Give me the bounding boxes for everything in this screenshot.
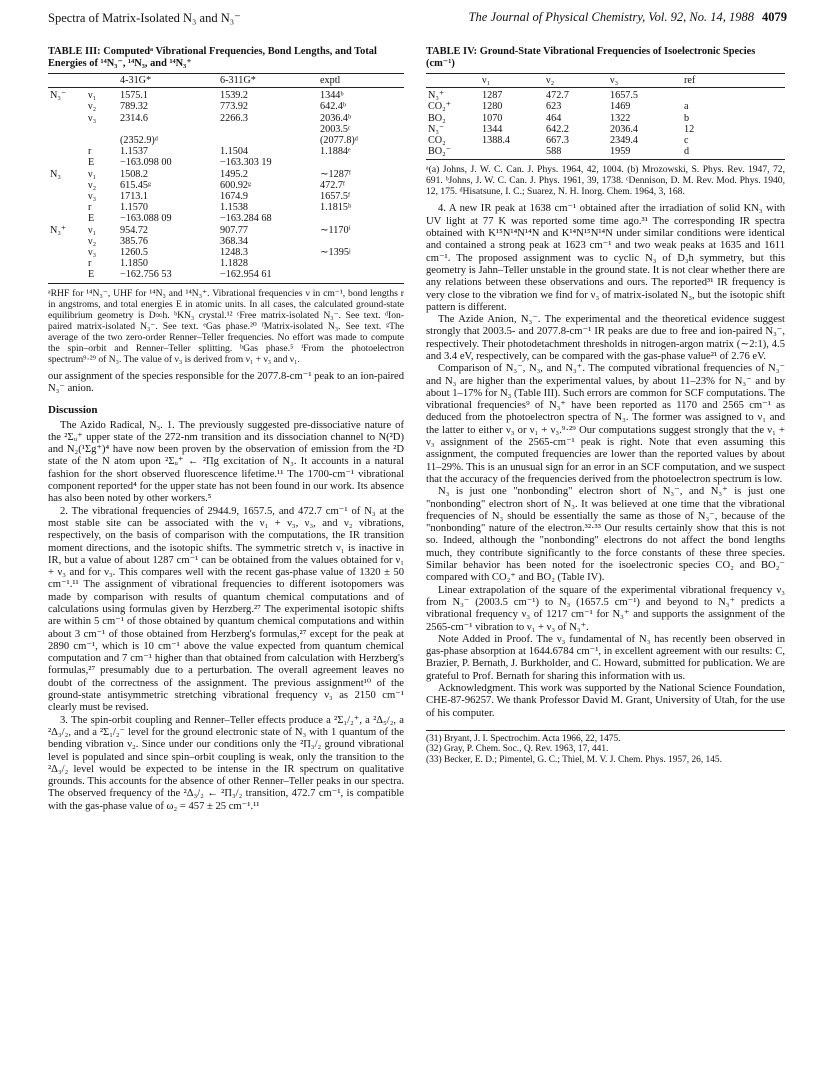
table-cell: 1.1884ᵉ <box>320 146 351 158</box>
table-cell: BO₂ <box>428 112 446 124</box>
table-cell <box>48 146 86 157</box>
table-cell: 773.92 <box>220 101 249 113</box>
paragraph: Linear extrapolation of the square of the experimental vibrational frequency ν₃ from N₃⁻ (2003.5 cm⁻¹) to N₃ (1657.5 cm⁻¹) and beyond to N₃⁺ predicts a vibrational frequency ν₃ of 1217 cm⁻¹ for N₃⁺ and supports the assignment of the 2565-cm⁻¹ vibration to ν₁ + ν₃ of N₃⁺. <box>426 584 785 633</box>
table-header-cell: exptl <box>318 74 404 88</box>
table-cell: ν₁ <box>88 224 97 236</box>
table-cell <box>48 101 86 112</box>
table-row <box>48 258 404 269</box>
table-cell: 907.77 <box>220 224 249 236</box>
table-cell: 368.34 <box>220 235 249 247</box>
table-cell: BO₂⁻ <box>426 146 480 160</box>
paragraph: N₃ is just one "nonbonding" electron short of N₃⁻, and N₃⁺ is just one "nonbonding" electron short of N₃. It was believed at one time that the vibrational frequencies of N₃ should be essentially the same as those of N₃⁻, because of the "nonbonding" nature of the electron.³²·³³ Our results certainly show that this is not so. Indeed, although the "nonbonding" electrons do not affect the bond lengths much, they contribute significantly to the force constants of these three species. Similar behavior has been noted for the isoelectronic species CO₂ and BO₂⁻ compared with CO₂⁺ and BO₂ (Table IV). <box>426 486 785 584</box>
table-row <box>426 146 785 160</box>
table-cell: −162.756 53 <box>118 269 218 283</box>
table-header-cell: ν₁ <box>480 74 544 88</box>
journal-citation: The Journal of Physical Chemistry, Vol. 92, No. 14, 1988 4079 <box>468 10 787 24</box>
table-cell: 1674.9 <box>220 191 249 203</box>
table-cell: −162.954 61 <box>218 269 318 283</box>
table-cell: 1657.5ᶠ <box>320 191 351 203</box>
table-cell: 1575.1 <box>120 90 149 102</box>
section-heading: Discussion <box>48 404 98 417</box>
table-header-cell <box>426 74 480 88</box>
table4-title: TABLE IV: Ground-State Vibrational Frequencies of Isoelectronic Species (cm⁻¹) <box>426 46 756 69</box>
table-cell: CO₂ <box>428 135 446 147</box>
table-cell: ν₃ <box>88 191 97 203</box>
table-cell: 1959 <box>608 146 682 160</box>
table-cell: 1.1570 <box>120 202 149 214</box>
table-cell: ν₃ <box>88 112 97 124</box>
table-cell: N₃⁺ <box>50 224 67 236</box>
table-cell: 2314.6 <box>120 112 149 124</box>
table-cell <box>48 135 86 146</box>
table-cell: r <box>88 146 92 158</box>
table-header-cell: ν₃ <box>608 74 682 88</box>
table-row <box>48 269 404 283</box>
table-cell: −163.303 19 <box>220 157 272 169</box>
table-cell: −163.098 00 <box>120 157 172 169</box>
table-cell: N₃⁺ <box>428 90 445 102</box>
table-cell: 1287 <box>482 90 503 102</box>
table-cell <box>480 146 544 160</box>
table-cell <box>48 258 86 269</box>
table-cell: 1344ᵇ <box>320 90 344 102</box>
table-cell: d <box>682 146 785 160</box>
table-cell <box>48 157 86 168</box>
table-cell: E <box>86 269 118 283</box>
table-cell: r <box>88 202 92 214</box>
right-column <box>426 46 785 766</box>
table-cell: 12 <box>684 123 695 135</box>
table-cell: N₃⁻ <box>50 90 67 102</box>
table-cell: 1657.5 <box>610 90 639 102</box>
table-cell: ∼1287ᶠ <box>320 168 352 180</box>
table-row <box>48 113 404 124</box>
table-cell: ∼1395ʲ <box>320 247 351 259</box>
table4-footnote: ᵃ(a) Johns, J. W. C. Can. J. Phys. 1964, 42, 1004. (b) Mrozowski, S. Phys. Rev. 1947, 72, 691. ᵇJohns, J. W. C. Can. J. Phys. 1961, 39, 1738. ᶜDennison, D. M. Rev. Mod. Phys. 1940, 12, 175. ᵈHisatsune, I. C.; Suarez, N. H. Inorg. Chem. 1964, 3, 168. <box>426 164 785 198</box>
table-header-cell: 6-311G* <box>218 74 318 88</box>
table-cell: 1248.3 <box>220 247 249 259</box>
table-row <box>426 101 785 112</box>
table3-footnote: ᵃRHF for ¹⁴N₃⁻, UHF for ¹⁴N₃ and ¹⁴N₃⁺. Vibrational frequencies ν in cm⁻¹, bond lengths r in angstroms, and total energies E in atomic units. In all cases, the calculated ground-state equilibrium geometry is D∞h. ᵇKN₃ crystal.¹² ᶜFree matrix-isolated N₃⁻. See text. ᵈIon-paired matrix-isolated N₃⁻. See text. ᵉGas phase.²⁰ ᶠMatrix-isolated N₃. See text. ᵍThe average of the two zero-order Renner–Teller frequencies. No effort was made to compute the spin–orbit and Renner–Teller splitting. ʰGas phase.⁵ ⁱFrom the photoelectron spectrum⁹·²⁹ of N₃. The value of ν₃ is derived from ν₁ + ν₃ and ν₁. <box>48 287 404 365</box>
table-cell <box>86 124 118 135</box>
table-cell: 472.7ᶠ <box>320 179 346 191</box>
table-cell: 2036.4 <box>610 123 639 135</box>
table-cell: 1.1815ʰ <box>320 202 352 214</box>
table-cell: 1495.2 <box>220 168 249 180</box>
table-cell: 1.1828 <box>220 258 249 270</box>
table-cell: 1539.2 <box>220 90 249 102</box>
table-cell: ν₃ <box>88 247 97 259</box>
table-cell: N₃⁻ <box>428 123 445 135</box>
table4 <box>426 73 785 160</box>
references <box>426 730 785 766</box>
table-row <box>48 202 404 213</box>
table-cell <box>48 247 86 258</box>
table-cell: CO₂⁺ <box>428 101 452 113</box>
table-cell: b <box>684 112 690 124</box>
table3-title: TABLE III: Computedᵃ Vibrational Frequencies, Bond Lengths, and Total Energies of ¹⁴N₃⁻, ¹⁴N₃, and ¹⁴N₃⁺ <box>48 46 377 69</box>
table-cell: ∼1170ⁱ <box>320 224 351 236</box>
running-title: Spectra of Matrix-Isolated N₃ and N₃⁻ <box>48 11 241 25</box>
paragraph: The Azido Radical, N₃. 1. The previously suggested pre-dissociative nature of the ²Σᵤ⁺ upper state of the 272-nm transition and its dissociation channel to N(²D) and N₂(¹Σg⁺)⁴ have now been proven by the observation of emission from the ²D state of the N atom upon ²Σᵤ⁺ ← ²Πg excitation of N₃. It accounts in a natural fashion for the short observed fluorescence lifetime.¹¹ The 1700-cm⁻¹ vibrational component reported⁴ for the upper state has not been found in our work. Its absence has also been noted by other workers.⁵ <box>48 419 404 505</box>
table-cell <box>48 124 86 135</box>
table-cell: ν₁ <box>88 90 97 102</box>
table-cell <box>48 191 86 202</box>
table-cell <box>682 88 785 102</box>
table-cell: 2036.4ᵇ <box>320 112 352 124</box>
table-row <box>48 169 404 180</box>
table-cell: 1388.4 <box>482 135 511 147</box>
table-row <box>48 157 404 168</box>
table-row <box>48 124 404 135</box>
table-cell <box>48 180 86 191</box>
table-row <box>426 135 785 146</box>
table-row <box>48 191 404 202</box>
paragraph: 2. The vibrational frequencies of 2944.9, 1657.5, and 472.7 cm⁻¹ of N₃ at the most stable site can be associated with the ν₁ + ν₃, ν₃, and ν₂ vibrations, respectively, on the basis of comparison with the computations, the IR transition moment directions, and the isotopic shifts. The symmetric stretch ν₁ is inactive in IR, but a value of about 1287 cm⁻¹ can be obtained from the values obtained for ν₁ + ν₃ and for ν₃. This compares well with the recent gas-phase value of 1320 ± 50 cm⁻¹.¹¹ The assignment of vibrational frequencies to different isotopomers was made by comparison with results of quantum chemical computations and of calculations using formulas given by Herzberg.²⁷ The experimental isotopic shifts are within 5 cm⁻¹ of those obtained by quantum chemical computations and within about 3 cm⁻¹ of those obtained from Herzberg's formulas,²⁷ except for the peak at 2890 cm⁻¹, which is 10 cm⁻¹ above the value expected from quantum chemical computation and 7 cm⁻¹ higher than that obtained from calculation with Herzberg's formulas,²⁷ presumably due to a perturbation. The overall agreement leaves no doubt of the correctness of the assignment. The previous assignment¹⁰ of the ground-state antisymmetric stretching vibrational frequency ν₃ as 2150 cm⁻¹ clearly must be revised. <box>48 505 404 714</box>
table-cell: E <box>88 213 95 225</box>
table-cell: 954.72 <box>120 224 149 236</box>
paragraph: 4. A new IR peak at 1638 cm⁻¹ obtained after the irradiation of solid KN₃ with UV light at 77 K was reported some time ago.³¹ The corresponding IR spectra obtained with K¹⁵N¹⁴N¹⁴N and K¹⁴N¹⁵N¹⁴N under similar conditions were identical and contained a strong peak at 1623 cm⁻¹ and two weak peaks at 1635 and 1611 cm⁻¹. The proposed assignment was to cyclic N₃ of D₃h symmetry, but this geometry is Jahn–Teller unstable in the ground state. It is not clear whether there are any relations between these observations and ours. The reported³¹ IR frequency is very close to the vibration we find for ν₃ of matrix-isolated N₃, but the isotopic shift pattern is different. <box>426 203 785 313</box>
table-cell: ν₁ <box>88 168 97 180</box>
table3 <box>48 73 404 284</box>
table-cell: a <box>684 101 689 113</box>
table-cell: 623 <box>546 101 562 113</box>
table-cell <box>48 113 86 124</box>
table-cell: 1.1504 <box>220 146 249 158</box>
table-row <box>48 247 404 258</box>
table-cell <box>318 269 404 283</box>
table-cell: 2266.3 <box>220 112 249 124</box>
page-header <box>48 10 787 30</box>
table-cell: −163.284 68 <box>220 213 272 225</box>
table-cell <box>86 135 118 146</box>
table-cell: 1322 <box>610 112 631 124</box>
table-cell <box>318 258 404 269</box>
table-row <box>48 88 404 102</box>
table-row <box>48 135 404 146</box>
table-cell: −163.088 09 <box>120 213 172 225</box>
table-cell: c <box>684 135 689 147</box>
reference: (31) Bryant, J. I. Spectrochim. Acta 1966, 22, 1475. <box>426 733 621 744</box>
table-row <box>48 146 404 157</box>
table-cell: 600.92ᵍ <box>220 179 252 191</box>
table-cell: 464 <box>546 112 562 124</box>
table-cell: r <box>88 258 92 270</box>
reference: (32) Gray, P. Chem. Soc., Q. Rev. 1963, 17, 441. <box>426 744 609 755</box>
table-header-cell: ν₂ <box>544 74 608 88</box>
table-cell <box>318 236 404 247</box>
table-cell: ν₂ <box>88 235 97 247</box>
table-cell: 1469 <box>610 101 631 113</box>
table-cell: 472.7 <box>546 90 569 102</box>
table-cell: 2003.5ᶜ <box>320 123 351 135</box>
table-cell <box>318 213 404 224</box>
table-row <box>426 124 785 135</box>
table-cell: (2077.8)ᵈ <box>320 135 358 147</box>
paragraph: Acknowledgment. This work was supported by the National Science Foundation, CHE-87-96257. We thank Professor David M. Grant, University of Utah, for the use of his computer. <box>426 683 785 719</box>
table-cell: 1.1538 <box>220 202 249 214</box>
left-column <box>48 46 404 813</box>
table-cell <box>48 269 86 283</box>
table-row <box>48 180 404 191</box>
table-header-cell <box>86 74 118 88</box>
table-cell: (2352.9)ᵈ <box>120 135 158 147</box>
table-cell <box>218 135 318 146</box>
table-cell: 789.32 <box>120 101 149 113</box>
paragraph: Note Added in Proof. The ν₃ fundamental of N₃ has recently been observed in gas-phase absorption at 1644.6784 cm⁻¹, in excellent agreement with our results: C, Brazier, P. Bernath, J. Burkholder, and C. Howard, submitted for publication. We are grateful to Prof. Bernath for sharing this information with us. <box>426 633 785 682</box>
table-cell: 667.3 <box>546 135 569 147</box>
table-cell <box>48 202 86 213</box>
paragraph: 3. The spin-orbit coupling and Renner–Teller effects produce a ²Σ₁/₂⁺, a ²Δ₅/₂, a ²Δ₃/₂, and a ²Σ₁/₂⁻ level for the ground electronic state of N₃ with 1 quantum of the bending vibration ν₂. Since under our conditions only the ²Π₃/₂ ground vibrational level is populated and since spin–orbit coupling is weak, only the transition to the ²Δ₃/₂ level would be expected to be intense in the IR spectrum on qualitative grounds. This accounts for the absence of other Renner–Teller peaks in our spectra. The observed frequency of the ²Δ₃/₂ ← ²Π₃/₂ transition, 472.7 cm⁻¹, is compatible with the gas-phase value of ω₂ = 457 ± 25 cm⁻¹.¹¹ <box>48 714 404 812</box>
table-row <box>48 213 404 224</box>
table-row <box>48 236 404 247</box>
table-cell: 1070 <box>482 112 503 124</box>
table-cell: 385.76 <box>120 235 149 247</box>
table-cell: 1508.2 <box>120 168 149 180</box>
table-cell <box>48 236 86 247</box>
table-cell: 588 <box>544 146 608 160</box>
table-row <box>426 88 785 102</box>
table-cell: 642.2 <box>546 123 569 135</box>
reference: (33) Becker, E. D.; Pimentel, G. C.; Thiel, M. V. J. Chem. Phys. 1957, 26, 145. <box>426 755 722 766</box>
table-cell: E <box>88 157 95 169</box>
table-cell: 2349.4 <box>610 135 639 147</box>
table-cell: ν₂ <box>88 179 97 191</box>
table-cell <box>318 157 404 168</box>
table-cell: 1.1537 <box>120 146 149 158</box>
table-cell <box>48 213 86 224</box>
table-row <box>426 113 785 124</box>
table-cell: 1.1850 <box>120 258 149 270</box>
table-header-cell: ref <box>682 74 785 88</box>
paragraph: The Azide Anion, N₃⁻. The experimental and the theoretical evidence suggest strongly that 2003.5- and 2077.8-cm⁻¹ IR peaks are due to free and ion-paired N₃⁻, respectively. Their photodetachment thresholds in nitrogen-argon matrix (∼2:1), 4.5 and 3.4 eV, respectively, can be compared with the gas-phase value²¹ of 2.76 eV. <box>426 314 785 362</box>
paragraph: our assignment of the species responsible for the 2077.8-cm⁻¹ peak to an ion-paired N₃⁻ anion. <box>48 370 404 394</box>
table-header-cell <box>48 74 86 88</box>
table-cell: 1713.1 <box>120 191 149 203</box>
table-cell: N₃ <box>50 168 61 180</box>
table-cell <box>118 124 218 135</box>
paragraph: Comparison of N₃⁻, N₃, and N₃⁺. The computed vibrational frequencies of N₃⁻ and N₃ are higher than the experimental values, by about 11–23% for N₃⁻ and by about 1–17% for N₃ (Table III). Such errors are common for SCF computations. The vibrational frequencies⁹ of N₃⁺ have been reported as 1170 and 2565 cm⁻¹ as deduced from the photoelectron spectra of N₃. The former was assigned to ν₁ and the latter to either ν₃ or ν₁ + ν₃.⁹·²⁹ Our computations suggest strongly that the ν₁ + ν₃ assignment of the 2565-cm⁻¹ peak is right. Note that even assuming this assignment, the computed frequencies are lower than the reported values by about 11–29%. This is an unusual sign for an error in an SCF computation, and we suspect that the accuracy of the frequencies derived from the photoelectron spectrum is low. <box>426 363 785 485</box>
table-header-cell: 4-31G* <box>118 74 218 88</box>
table-cell: 1260.5 <box>120 247 149 259</box>
table-cell: 1344 <box>482 123 503 135</box>
table-row <box>48 101 404 112</box>
table-cell <box>218 124 318 135</box>
table-cell: 1280 <box>482 101 503 113</box>
table-cell: 642.4ᵇ <box>320 101 347 113</box>
page-number: 4079 <box>762 10 787 24</box>
table-row <box>48 225 404 236</box>
table-cell: ν₂ <box>88 101 97 113</box>
table-cell: 615.45ᵍ <box>120 179 152 191</box>
